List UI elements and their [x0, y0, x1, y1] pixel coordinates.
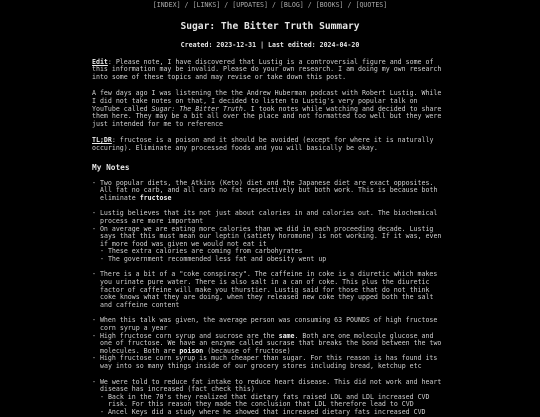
list-item-text: - Two popular diets, the Atkins (Keto) diet and the Japanese diet are exact opposites. All fat no carb, and all carb no fat respectively but both work. This is because both eliminate: [92, 178, 438, 202]
list-item-text: . Both are one molecule glucose and one of fructose. We have an enzyme called sucrase that breaks the bond between the two molecules. Both are: [100, 331, 442, 355]
list-item: - We were told to reduce fat intake to reduce heart disease. This did not work and heart disease has increased (fact check this): [92, 377, 442, 394]
nav-separator: /: [347, 1, 352, 9]
tldr-paragraph: [92, 137, 448, 152]
note-block: [92, 271, 448, 309]
list-item-text: (because of fructose): [203, 346, 291, 355]
nav-blog-link[interactable]: [BLOG]: [279, 1, 304, 9]
emphasis-text: fructose: [139, 193, 172, 202]
nav-updates-link[interactable]: [UPDATES]: [232, 1, 268, 9]
post-dates: Created: 2023-12-31 | Last edited: 2024-04-20: [180, 41, 360, 49]
list-item: - Lustig believes that its not just about calories in and calories out. The biochemical process are more important: [92, 209, 438, 225]
note-block: [92, 379, 448, 417]
nav-separator: /: [307, 1, 312, 9]
list-item-text: - High fructose corn syrup and sucrose are the: [92, 331, 279, 340]
sub-list-item: - These extra calories are coming from carbohyrates: [100, 247, 303, 256]
sub-list-item: - Back in the 70's they realized that dietary fats raised LDL and LDL increased CVD risk. For this reason they made the conclusion that LDL therefore lead to CVD: [100, 392, 430, 409]
emphasis-text: poison: [179, 346, 204, 355]
list-item: - On average we are eating more calories than we did in each proceeding decade. Lustig says that this must mean our leptin (satiety horomone) is not working. If it was, even if more food was given we would not eat it: [92, 224, 442, 248]
edit-label: Edit: [92, 57, 108, 66]
intro-text: A few days ago I was listening the the Andrew Huberman podcast with Robert Lustig. While I did not take notes on that, I decided to listen to Lustig's very popular talk on YouTube called: [92, 89, 442, 113]
intro-paragraph: [92, 90, 448, 128]
edit-notice: [92, 59, 448, 82]
page-title: Sugar: The Bitter Truth Summary: [180, 21, 360, 32]
emphasis-text: same: [278, 331, 295, 340]
nav-quotes-link[interactable]: [QUOTES]: [355, 1, 388, 9]
note-block: [92, 317, 448, 370]
nav-separator: /: [184, 1, 189, 9]
list-item: - High fructose corn syrup is much cheaper than sugar. For this reason is has found its way into so many things inside of our grocery stores including bread, ketchup etc: [92, 354, 438, 370]
nav-separator: /: [271, 1, 276, 9]
list-item: [92, 180, 448, 203]
list-item: - There is a bit of a "coke conspiracy". The caffeine in coke is a diuretic which makes you urinate pure water. There is also salt in a can of coke. This plus the diuretic factor of caffeine will make you thurstier. Lustig said for those that do not think coke knows what they are doing, when they released new coke they upped both the salt and caffeine content: [92, 270, 438, 309]
nav-separator: /: [224, 1, 229, 9]
intro-text: . I took notes while watching and decided to share them here. They may be a bit all over the place and not formatted too well but they were just intended for me to reference: [92, 104, 442, 128]
top-nav: [92, 0, 448, 11]
nav-index-link[interactable]: [INDEX]: [152, 1, 181, 9]
list-item: [92, 333, 448, 356]
tldr-label: TL;DR: [92, 136, 112, 145]
nav-links-link[interactable]: [LINKS]: [192, 1, 221, 9]
tldr-text: : fructose is a poison and it should be avoided (except for where it is naturally occuring). Eliminate any processed foods and you will basically be okay.: [92, 136, 434, 152]
notes-heading: My Notes: [92, 162, 130, 172]
sub-list-item: - Ancel Keys did a study where he showed that increased dietary fats increased CVD: [100, 407, 426, 416]
edit-text: : Please note, I have discovered that Lustig is a controversial figure and some of this information may be invalid. Please do your own research. I am doing my own research into some of these topics and may revise or take down this post.: [92, 57, 442, 81]
talk-title: Sugar: The Bitter Truth: [151, 104, 243, 113]
note-block: [92, 210, 448, 263]
note-block: [92, 180, 448, 203]
page-container: [92, 0, 448, 417]
list-item: - When this talk was given, the average person was consuming 63 POUNDS of high fructose corn syrup a year: [92, 316, 438, 333]
nav-books-link[interactable]: [BOOKS]: [315, 1, 344, 9]
sub-list-item: - The government recommended less fat and obesity went up: [100, 254, 327, 263]
